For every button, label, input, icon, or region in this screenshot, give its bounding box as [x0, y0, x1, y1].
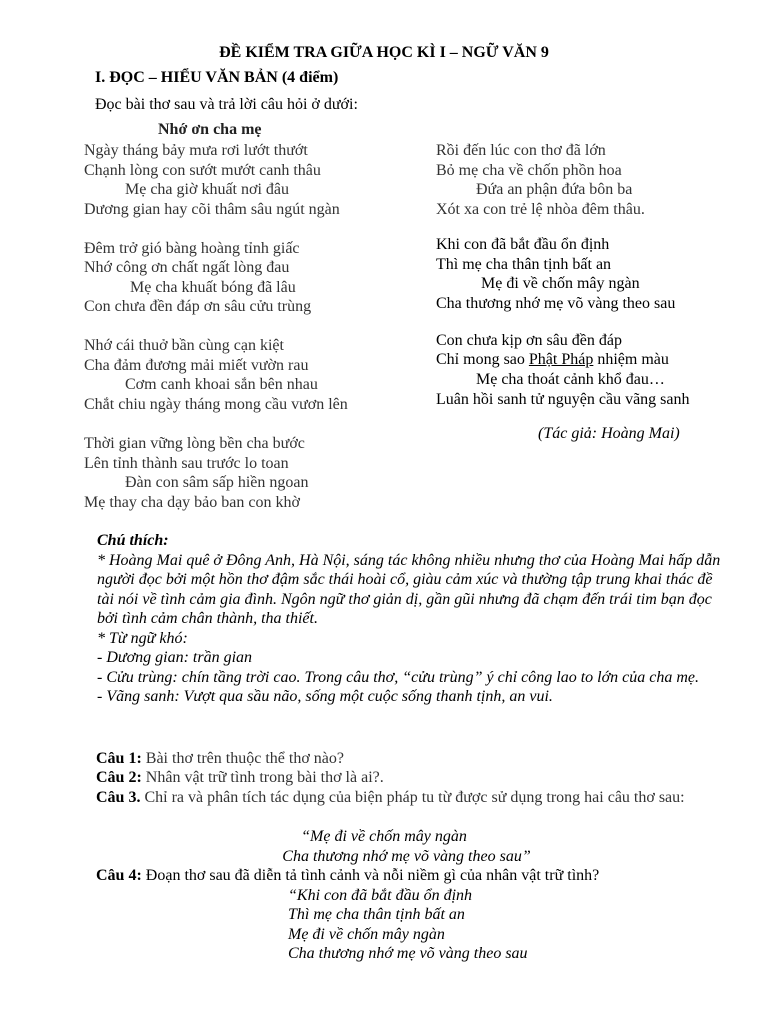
question-text: Bài thơ trên thuộc thể thơ nào? [141, 750, 344, 767]
poem-title: Nhớ ơn cha mẹ [158, 121, 262, 138]
question-text: Đoạn thơ sau đã diễn tả tình cảnh và nỗi niềm gì của nhân vật trữ tình? [141, 867, 600, 884]
question-2 [96, 768, 736, 788]
poem-line: Mẹ cha thoát cảnh khổ đau… [476, 371, 665, 388]
q3-quote-line: Cha thương nhớ mẹ võ vàng theo sau” [282, 848, 531, 865]
poem-line: Thì mẹ cha thân tịnh bất an [436, 256, 612, 273]
poem-line: Ngày tháng bảy mưa rơi lướt thướt [84, 142, 308, 159]
poem-line-part: Chỉ mong sao [436, 351, 529, 368]
q4-quote-line: Mẹ đi về chốn mây ngàn [288, 926, 445, 943]
question-4 [96, 866, 736, 886]
poem-line: Mẹ cha giờ khuất nơi đâu [125, 181, 289, 198]
poem-line: Thời gian vững lòng bền cha bước [84, 435, 305, 452]
notes-vocab-item: - Dương gian: trần gian [97, 649, 253, 666]
poem-line: Nhớ công ơn chất ngất lòng đau [84, 259, 290, 276]
poem-line: Bỏ mẹ cha về chốn phồn hoa [436, 162, 622, 179]
question-label: Câu 1: [96, 750, 142, 767]
poem-line: Rồi đến lúc con thơ đã lớn [436, 142, 606, 159]
poem-line: Cơm canh khoai sắn bên nhau [125, 376, 318, 393]
question-1 [96, 749, 736, 769]
poem-line: Khi con đã bắt đầu ổn định [436, 236, 610, 253]
q4-quote-line: Cha thương nhớ mẹ võ vàng theo sau [288, 945, 528, 962]
question-3 [96, 788, 736, 808]
question-label: Câu 4: [96, 867, 142, 884]
poem-line: Cha thương nhớ mẹ võ vàng theo sau [436, 295, 676, 312]
poem-line: Cha đảm đương mải miết vườn rau [84, 357, 309, 374]
notes-section [97, 531, 727, 707]
poem-line: Con chưa đền đáp ơn sâu cửu trùng [84, 298, 312, 315]
question-text: Nhân vật trữ tình trong bài thơ là ai?. [141, 769, 384, 786]
notes-vocab-item: - Cửu trùng: chín tầng trời cao. Trong câu thơ, “cửu trùng” ý chỉ công lao to lớn của cha mẹ. [97, 668, 699, 686]
instruction-text: Đọc bài thơ sau và trả lời câu hỏi ở dưới: [95, 96, 358, 113]
section-heading: I. ĐỌC – HIỂU VĂN BẢN (4 điểm) [95, 69, 339, 86]
poem-line: Chắt chiu ngày tháng mong cầu vươn lên [84, 396, 348, 413]
poem-line: Luân hồi sanh tử nguyện cầu vãng sanh [436, 391, 690, 408]
q4-quote-line: Thì mẹ cha thân tịnh bất an [288, 906, 465, 923]
poem-line: Mẹ đi về chốn mây ngàn [481, 275, 640, 292]
q3-quote-line: “Mẹ đi về chốn mây ngàn [301, 828, 467, 845]
poem-line: Đàn con sâm sấp hiền ngoan [125, 474, 309, 491]
exam-title: ĐỀ KIỂM TRA GIỮA HỌC KÌ I – NGỮ VĂN 9 [219, 44, 549, 61]
poem-line: Con chưa kịp ơn sâu đền đáp [436, 332, 622, 349]
notes-heading: Chú thích: [97, 532, 169, 549]
phat-phap-underlined: Phật Pháp [528, 351, 594, 368]
notes-vocab-heading: * Từ ngữ khó: [97, 629, 188, 647]
poem-line: Đêm trở gió bàng hoàng tỉnh giấc [84, 240, 300, 257]
poem-line: Đứa an phận đứa bôn ba [476, 181, 633, 198]
notes-vocab-item: - Vãng sanh: Vượt qua sầu não, sống một cuộc sống thanh tịnh, an vui. [97, 688, 553, 705]
poem-author: (Tác giả: Hoàng Mai) [538, 425, 680, 442]
poem-line [436, 350, 669, 370]
poem-line: Mẹ thay cha dạy bảo ban con khờ [84, 494, 300, 511]
notes-author-info: * Hoàng Mai quê ở Đông Anh, Hà Nội, sáng tác không nhiều nhưng thơ của Hoàng Mai hấp dẫn người đọc bởi một hồn thơ đậm sắc thái hoài cổ, giàu cảm xúc và thường tập trung khai thác đề tài nói về tình cảm gia đình. Ngôn ngữ thơ giản dị, gần gũi nhưng đã chạm đến trái tim bạn đọc bởi tình cảm chân thành, tha thiết. [97, 551, 721, 627]
poem-line: Mẹ cha khuất bóng đã lâu [130, 279, 296, 296]
poem-line: Chạnh lòng con sướt mướt canh thâu [84, 162, 321, 179]
poem-line: Dương gian hay cõi thâm sâu ngút ngàn [84, 201, 340, 218]
question-text: Chỉ ra và phân tích tác dụng của biện pháp tu từ được sử dụng trong hai câu thơ sau: [140, 789, 685, 806]
poem-line: Lên tỉnh thành sau trước lo toan [84, 455, 289, 472]
question-label: Câu 2: [96, 769, 142, 786]
poem-line: Xót xa con trẻ lệ nhòa đêm thâu. [436, 201, 645, 218]
question-label: Câu 3. [96, 789, 141, 806]
poem-line: Nhớ cái thuở bần cùng cạn kiệt [84, 337, 284, 354]
poem-line-part: nhiệm màu [593, 351, 669, 368]
q4-quote-line: “Khi con đã bắt đầu ổn định [288, 887, 473, 904]
